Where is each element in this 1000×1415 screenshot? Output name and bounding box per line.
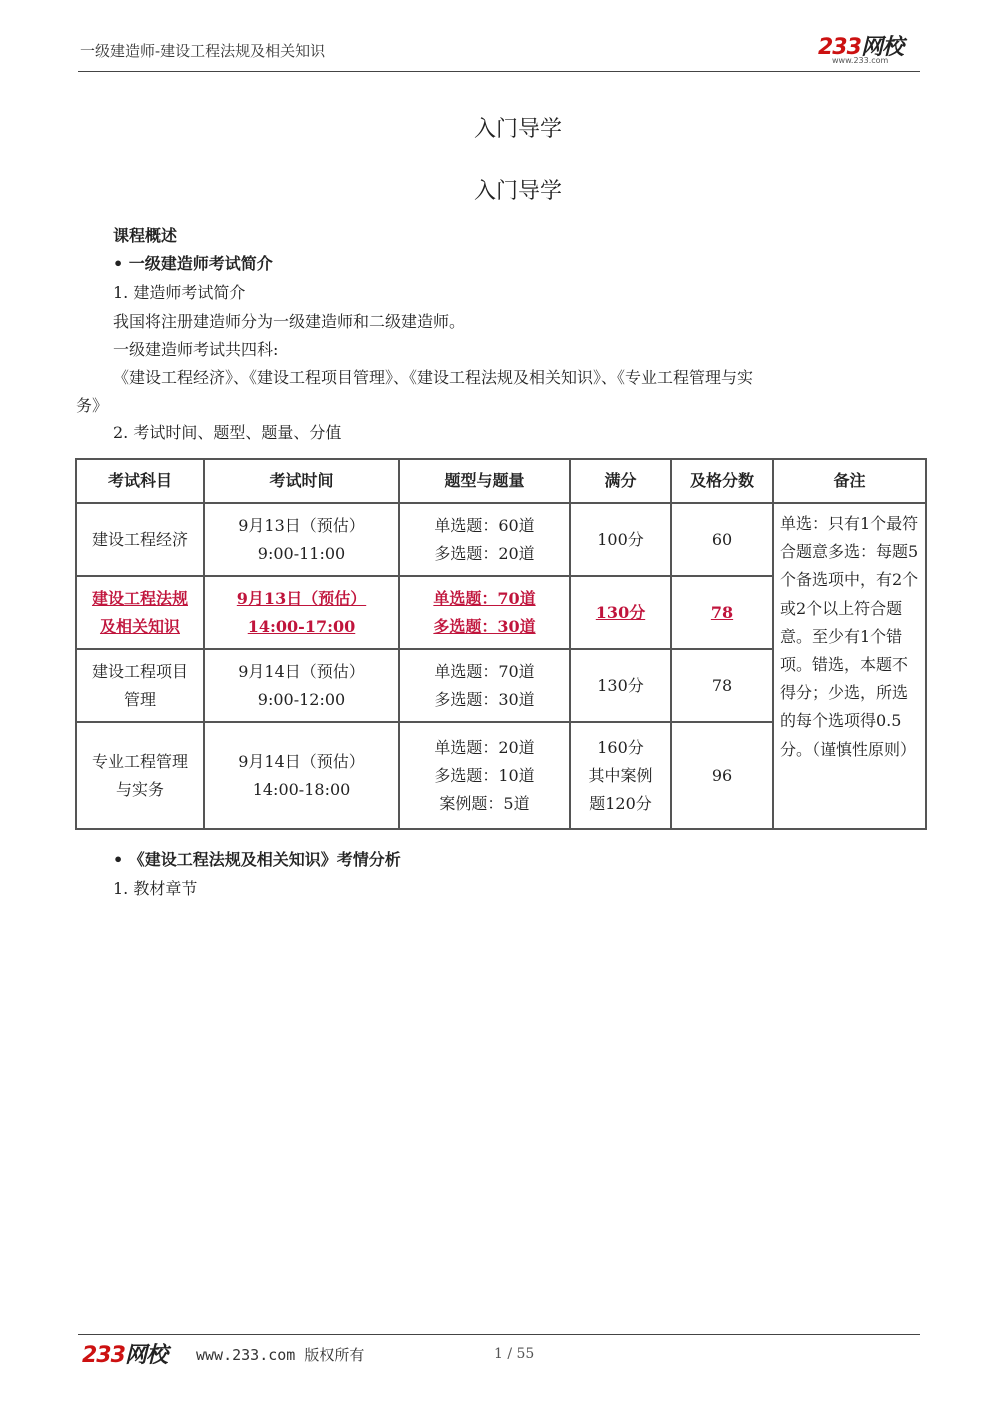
header-title: 一级建造师-建设工程法规及相关知识 (80, 42, 326, 60)
cell-subject: 专业工程管理 与实务 (76, 722, 204, 829)
footer-logo-number: 233 (82, 1343, 125, 1368)
header-logo-number: 233 (818, 35, 861, 60)
header-logo-url: www.233.com (832, 56, 889, 65)
cell-subject: 建设工程经济 (76, 503, 204, 576)
cell-note: 单选：只有1个最符合题意多选：每题5个备选项中，有2个或2个以上符合题意。至少有1个错项。错选，本题不得分；少选，所选的每个选项得0.5分。（谨慎性原则） (773, 503, 926, 829)
cell-types: 单选题：60道 多选题：20道 (399, 503, 570, 576)
header-logo-text: 网校 (860, 35, 903, 60)
cell-full-score: 160分 其中案例 题120分 (570, 722, 671, 829)
item-exam-intro: 1. 建造师考试简介 (113, 283, 246, 302)
header-divider (78, 71, 920, 72)
paragraph-four-subjects: 一级建造师考试共四科: (113, 340, 279, 359)
paragraph-subject-list-cont: 务》 (76, 396, 109, 415)
cell-time: 9月14日（预估） 14:00-18:00 (204, 722, 399, 829)
paragraph-categories: 我国将注册建造师分为一级建造师和二级建造师。 (113, 312, 466, 331)
header-cell-subject: 考试科目 (76, 459, 204, 503)
cell-full-score: 130分 (570, 649, 671, 722)
cell-pass-score: 60 (671, 503, 773, 576)
footer-divider (78, 1334, 920, 1335)
cell-time: 9月13日（预估） 14:00-17:00 (204, 576, 399, 649)
bullet-exam-intro: • 一级建造师考试简介 (113, 254, 273, 273)
header-cell-time: 考试时间 (204, 459, 399, 503)
item-textbook-chapters: 1. 教材章节 (113, 879, 198, 898)
course-overview-heading: 课程概述 (113, 226, 178, 245)
cell-pass-score: 78 (671, 649, 773, 722)
header-cell-full-score: 满分 (570, 459, 671, 503)
section-title: 入门导学 (473, 179, 562, 204)
item-exam-schedule: 2. 考试时间、题型、题量、分值 (113, 423, 342, 442)
paragraph-subject-list: 《建设工程经济》、《建设工程项目管理》、《建设工程法规及相关知识》、《专业工程管理与实 (113, 368, 754, 387)
cell-time: 9月14日（预估） 9:00-12:00 (204, 649, 399, 722)
table-header-row (76, 459, 926, 503)
page-title: 入门导学 (473, 117, 562, 142)
page-number: 1 / 55 (494, 1346, 535, 1362)
cell-pass-score: 78 (671, 576, 773, 649)
table-row (76, 503, 926, 576)
header-cell-pass-score: 及格分数 (671, 459, 773, 503)
cell-subject: 建设工程项目 管理 (76, 649, 204, 722)
header-cell-types: 题型与题量 (399, 459, 570, 503)
cell-types: 单选题：20道 多选题：10道 案例题：5道 (399, 722, 570, 829)
cell-subject: 建设工程法规 及相关知识 (76, 576, 204, 649)
cell-time: 9月13日（预估） 9:00-11:00 (204, 503, 399, 576)
cell-types: 单选题：70道 多选题：30道 (399, 576, 570, 649)
exam-table (75, 458, 927, 830)
cell-pass-score: 96 (671, 722, 773, 829)
header-cell-note: 备注 (773, 459, 926, 503)
cell-full-score: 100分 (570, 503, 671, 576)
cell-types: 单选题：70道 多选题：30道 (399, 649, 570, 722)
footer-logo (82, 1338, 167, 1369)
footer-logo-text: 网校 (124, 1343, 167, 1368)
cell-full-score: 130分 (570, 576, 671, 649)
footer-copyright: www.233.com 版权所有 (196, 1346, 365, 1364)
bullet-analysis: • 《建设工程法规及相关知识》考情分析 (113, 850, 401, 869)
